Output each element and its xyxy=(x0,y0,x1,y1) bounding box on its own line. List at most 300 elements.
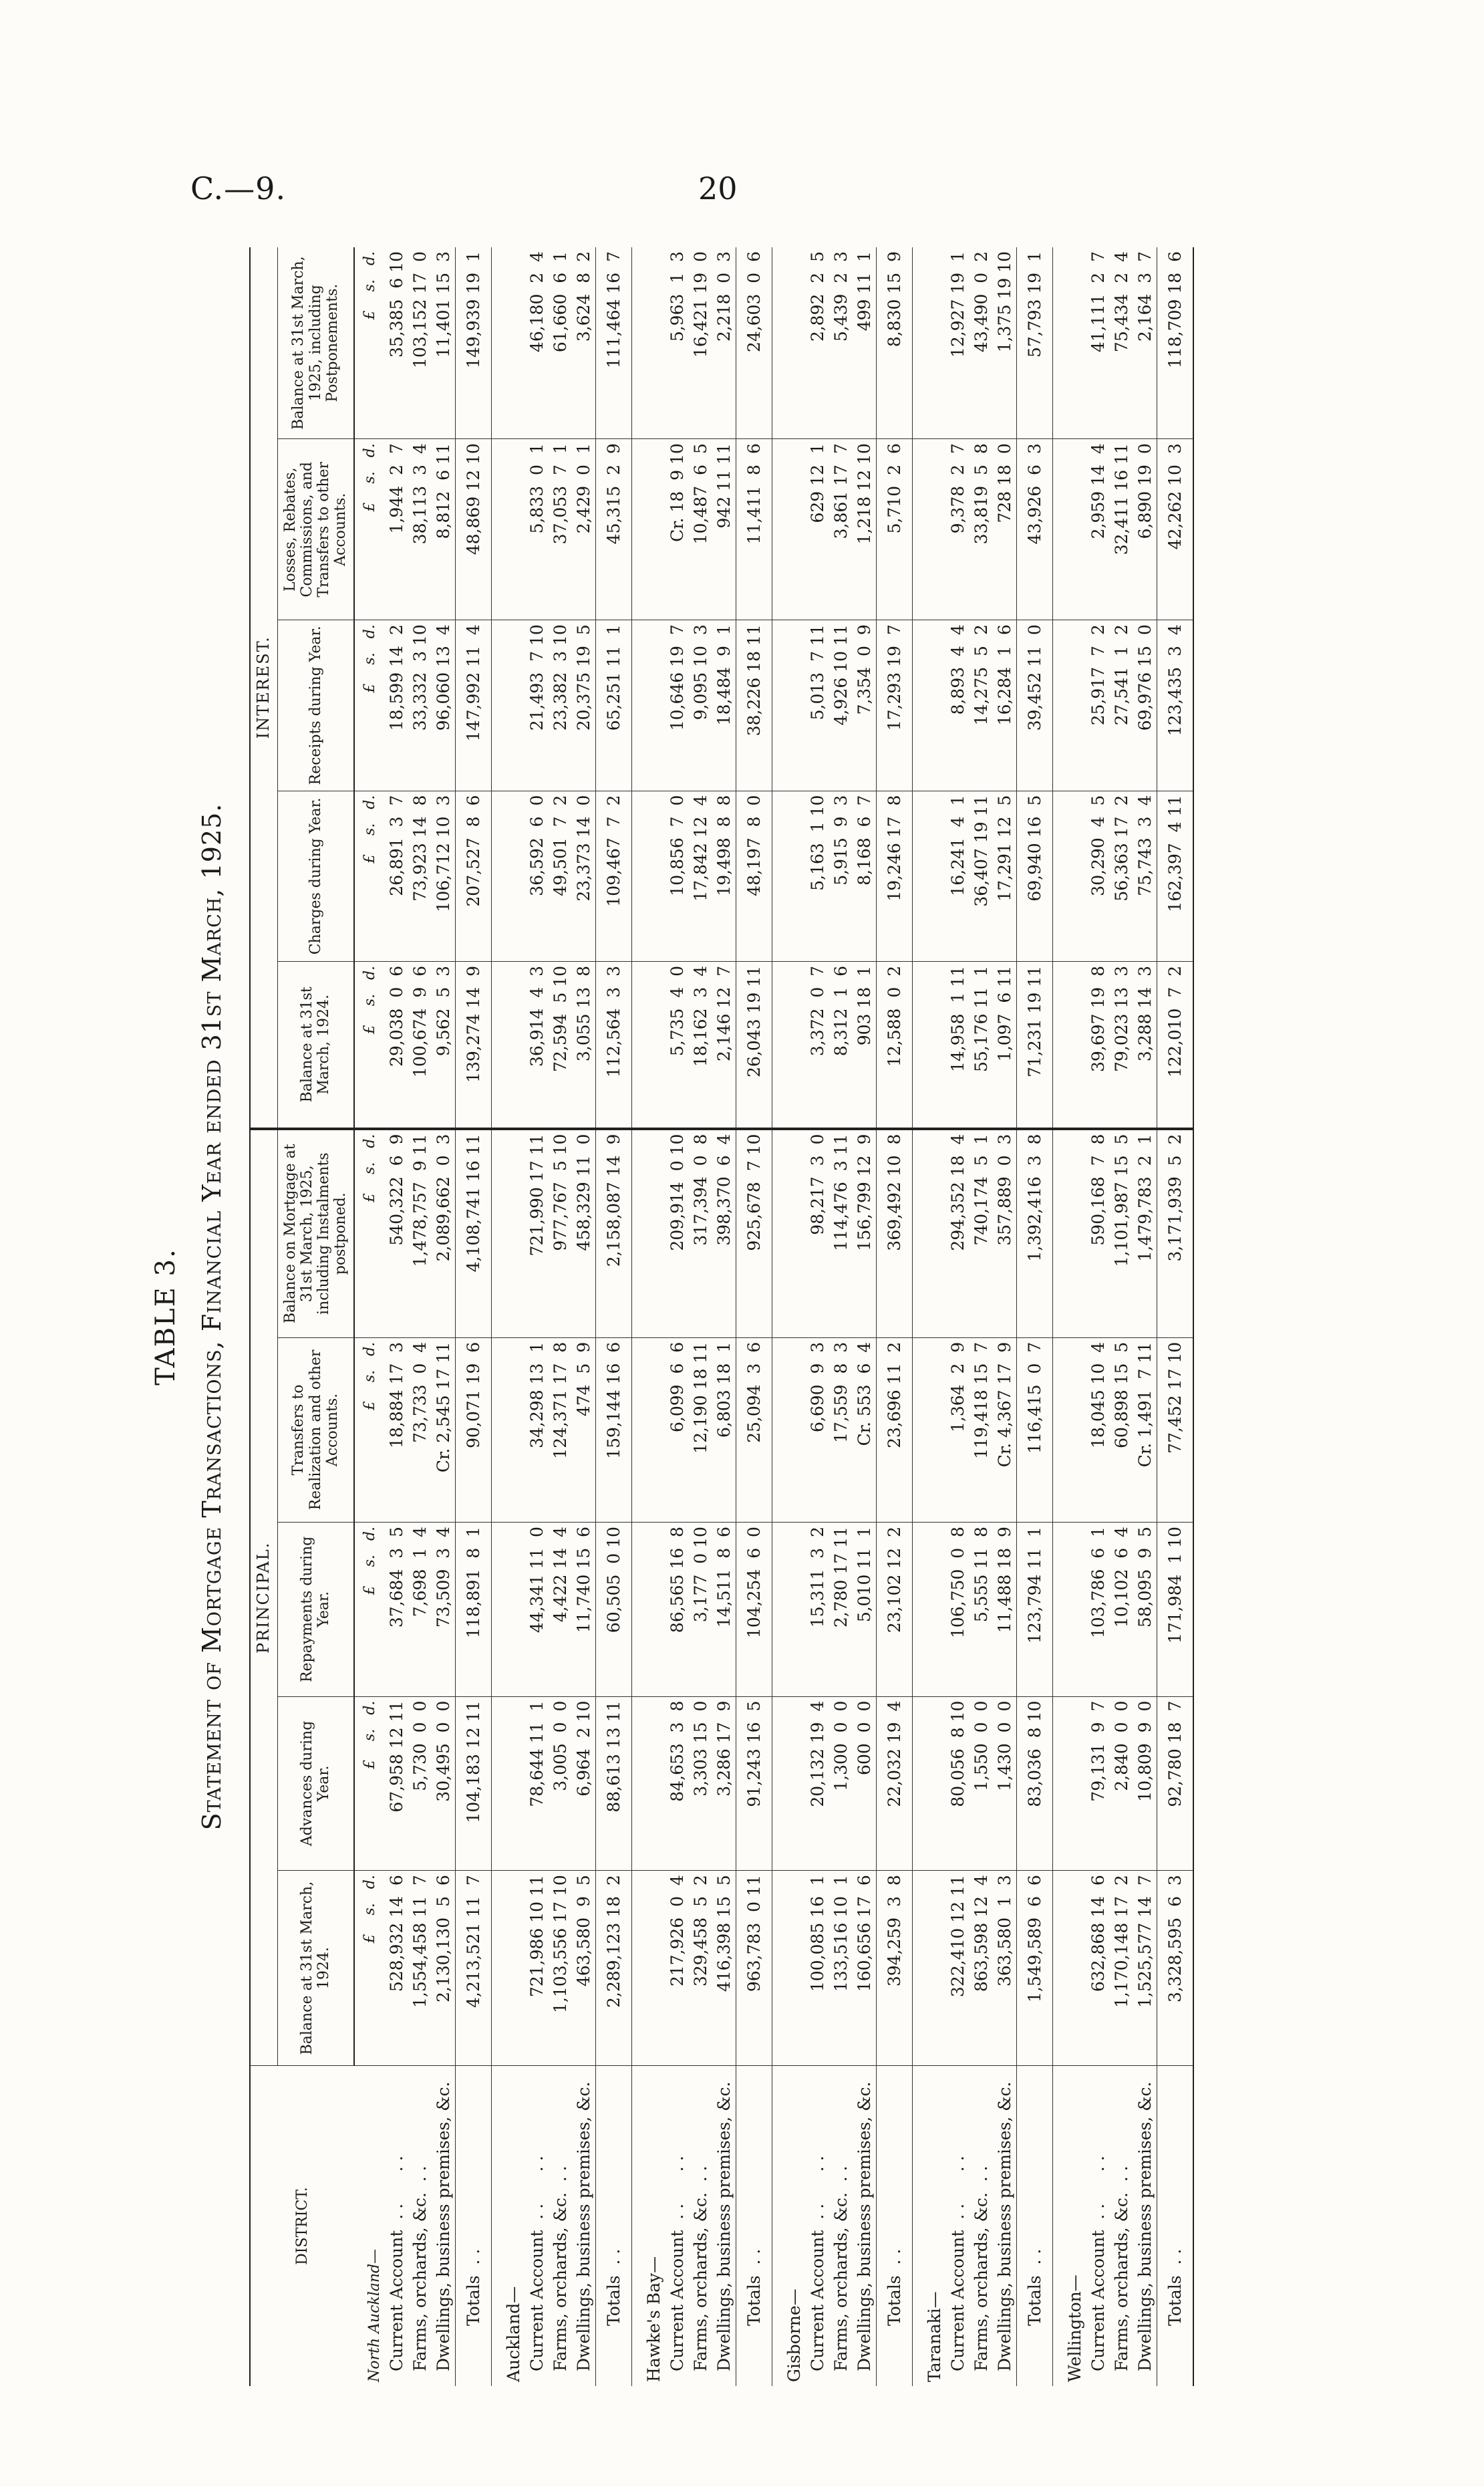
cell-amount: 394,259 3 8 xyxy=(876,1871,912,2066)
cell-amount: 17,293 19 7 xyxy=(876,620,912,791)
header-receipts: Receipts during Year. xyxy=(277,620,354,791)
totals-row xyxy=(736,247,772,2386)
cell-amount: 106,750 0 8 xyxy=(946,1523,970,1697)
cell-amount: 80,056 8 10 xyxy=(946,1696,970,1871)
cell-amount: 4,213,521 11 7 xyxy=(455,1871,491,2066)
row-label: Dwellings, business premises, &c. xyxy=(714,2081,734,2371)
table-row xyxy=(525,247,549,2386)
cell-amount: 124,371 17 8 xyxy=(549,1337,572,1522)
cell-amount: 728 18 0 xyxy=(993,439,1017,620)
cell-amount: 79,131 9 7 xyxy=(1086,1696,1110,1871)
cell-amount: 9,562 5 3 xyxy=(432,961,456,1128)
cell-amount: 77,452 17 10 xyxy=(1157,1337,1193,1522)
header-principal-balance-1924: Balance at 31st March, 1924. xyxy=(277,1871,354,2066)
cell-amount: 18,045 10 4 xyxy=(1086,1337,1110,1522)
cell-amount: 294,352 18 4 xyxy=(946,1129,970,1338)
cell-amount: 363,580 1 3 xyxy=(993,1871,1017,2066)
header-interest-balance-1924: Balance at 31st March, 1924. xyxy=(277,961,354,1128)
row-label: Current Account xyxy=(386,2230,406,2371)
cell-amount: 91,243 16 5 xyxy=(736,1696,772,1871)
cell-amount: 5,730 0 0 xyxy=(408,1696,432,1871)
table-label: TABLE 3. xyxy=(150,1248,181,1386)
cell-amount: 329,458 5 2 xyxy=(689,1871,712,2066)
leader-dots: . . xyxy=(410,2166,430,2193)
cell-amount: 942 11 11 xyxy=(712,439,736,620)
cell-amount: 6,964 2 10 xyxy=(572,1696,596,1871)
cell-amount: 357,889 0 3 xyxy=(993,1129,1017,1338)
cell-amount: 4,422 14 4 xyxy=(549,1523,572,1697)
cell-amount: 100,085 16 1 xyxy=(806,1871,829,2066)
row-label: Dwellings, business premises, &c. xyxy=(994,2081,1014,2371)
cell-amount: 16,421 19 0 xyxy=(690,251,710,358)
cell-amount: 19,498 8 8 xyxy=(712,791,736,961)
cell-amount: 118,709 18 6 xyxy=(1157,247,1193,439)
cell-amount: 2,130,130 5 6 xyxy=(432,1871,456,2066)
cell-amount: 159,144 16 6 xyxy=(595,1337,631,1522)
cell-amount: 133,516 10 1 xyxy=(829,1871,853,2066)
totals-row xyxy=(876,247,912,2386)
district-heading-row xyxy=(631,247,665,2386)
cell-amount: 5,963 1 3 xyxy=(667,251,687,342)
units-label: £ s. d. xyxy=(354,1696,385,1871)
cell-amount: 416,398 15 5 xyxy=(712,1871,736,2066)
cell-amount: 10,487 6 5 xyxy=(689,439,712,620)
cell-amount: 84,653 3 8 xyxy=(665,1696,689,1871)
cell-amount: 10,856 7 0 xyxy=(665,791,689,961)
cell-amount: 5,915 9 3 xyxy=(829,791,853,961)
cell-amount: 458,329 11 0 xyxy=(572,1129,596,1338)
cell-amount: 25,094 3 6 xyxy=(736,1337,772,1522)
cell-amount: 8,168 6 7 xyxy=(853,791,877,961)
units-label: £ s. d. xyxy=(354,961,385,1128)
row-label: Farms, orchards, &c. xyxy=(550,2192,570,2371)
cell-amount: 12,927 19 1 xyxy=(947,251,968,358)
cell-amount: 1,103,556 17 10 xyxy=(549,1871,572,2066)
header-repayments: Repayments during Year. xyxy=(277,1523,354,1697)
row-label: Dwellings, business premises, &c. xyxy=(433,2081,453,2371)
cell-amount: 30,495 0 0 xyxy=(432,1696,456,1871)
units-label: £ s. d. xyxy=(354,439,385,620)
table-row xyxy=(1110,247,1133,2386)
cell-amount: 3,005 0 0 xyxy=(549,1696,572,1871)
cell-amount: 20,132 19 4 xyxy=(806,1696,829,1871)
cell-amount: 119,418 15 7 xyxy=(970,1337,993,1522)
district-heading-row xyxy=(491,247,525,2386)
cell-amount: 2,218 0 3 xyxy=(714,251,734,342)
cell-amount: 42,262 10 3 xyxy=(1157,439,1193,620)
cell-amount: 6,099 6 6 xyxy=(665,1337,689,1522)
cell-amount: 8,830 15 9 xyxy=(876,247,912,439)
cell-amount: 160,656 17 6 xyxy=(853,1871,877,2066)
cell-amount: 1,392,416 3 8 xyxy=(1016,1129,1052,1338)
cell-amount: 1,097 6 11 xyxy=(993,961,1017,1128)
cell-amount: 36,407 19 11 xyxy=(970,791,993,961)
leader-dots: . . xyxy=(744,2248,764,2276)
cell-amount: 528,932 14 6 xyxy=(385,1871,408,2066)
cell-amount: 2,892 2 5 xyxy=(807,251,827,342)
cell-amount: 37,053 7 1 xyxy=(549,439,572,620)
row-label: Totals xyxy=(463,2275,483,2326)
table-row xyxy=(993,247,1017,2386)
table-row xyxy=(689,247,712,2386)
cell-amount: 78,644 11 1 xyxy=(525,1696,549,1871)
cell-amount: 38,226 18 11 xyxy=(736,620,772,791)
cell-amount: 57,793 19 1 xyxy=(1016,247,1052,439)
cell-amount: 2,089,662 0 3 xyxy=(432,1129,456,1338)
cell-amount: 632,868 14 6 xyxy=(1086,1871,1110,2066)
cell-amount: 2,146 12 7 xyxy=(712,961,736,1128)
cell-amount: 114,476 3 11 xyxy=(829,1129,853,1338)
cell-amount: 36,592 6 0 xyxy=(525,791,549,961)
leader-dots: . . . . xyxy=(947,2155,968,2230)
cell-amount: 1,430 0 0 xyxy=(993,1696,1017,1871)
row-label: Taranaki— xyxy=(924,2291,944,2382)
header-principal-group: PRINCIPAL. xyxy=(250,1129,277,2066)
cell-amount: 23,382 3 10 xyxy=(549,620,572,791)
cell-amount: 112,564 3 3 xyxy=(595,961,631,1128)
row-label: Current Account xyxy=(807,2230,827,2371)
cell-amount: 60,898 15 5 xyxy=(1110,1337,1133,1522)
table-row xyxy=(1086,247,1110,2386)
cell-amount: 79,023 13 3 xyxy=(1110,961,1133,1128)
cell-amount: 33,819 5 8 xyxy=(970,439,993,620)
cell-amount: 8,893 4 4 xyxy=(946,620,970,791)
leader-dots: . . xyxy=(550,2166,570,2193)
cell-amount: 171,984 1 10 xyxy=(1157,1523,1193,1697)
cell-amount: 2,158,087 14 9 xyxy=(595,1129,631,1338)
totals-row xyxy=(1016,247,1052,2386)
row-label: Hawke's Bay— xyxy=(643,2256,663,2382)
cell-amount: 1,170,148 17 2 xyxy=(1110,1871,1133,2066)
cell-amount: 14,511 8 6 xyxy=(712,1523,736,1697)
cell-amount: 463,580 9 5 xyxy=(572,1871,596,2066)
cell-amount: 2,289,123 18 2 xyxy=(595,1871,631,2066)
cell-amount: 24,603 0 6 xyxy=(736,247,772,439)
cell-amount: 43,926 6 3 xyxy=(1016,439,1052,620)
cell-amount: 5,833 0 1 xyxy=(525,439,549,620)
cell-amount: 2,164 3 7 xyxy=(1135,251,1155,342)
cell-amount: 1,300 0 0 xyxy=(829,1696,853,1871)
cell-amount: 3,288 14 3 xyxy=(1133,961,1157,1128)
cell-amount: 5,013 7 11 xyxy=(806,620,829,791)
cell-amount: 5,710 2 6 xyxy=(876,439,912,620)
row-label: Gisborne— xyxy=(784,2288,804,2382)
totals-row xyxy=(455,247,491,2386)
cell-amount: 20,375 19 5 xyxy=(572,620,596,791)
leader-dots: . . . . xyxy=(386,2155,406,2230)
rotated-table-region xyxy=(150,247,1373,2386)
cell-amount: 16,284 1 6 xyxy=(993,620,1017,791)
cell-amount: 58,095 9 5 xyxy=(1133,1523,1157,1697)
cell-amount: 2,840 0 0 xyxy=(1110,1696,1133,1871)
cell-amount: 12,588 0 2 xyxy=(876,961,912,1128)
table-row xyxy=(1133,247,1157,2386)
cell-amount: 56,363 17 2 xyxy=(1110,791,1133,961)
cell-amount: 23,102 12 2 xyxy=(876,1523,912,1697)
cell-amount: 43,490 0 2 xyxy=(971,251,991,353)
cell-amount: 721,990 17 11 xyxy=(525,1129,549,1338)
cell-amount: 3,055 13 8 xyxy=(572,961,596,1128)
cell-amount: 122,010 7 2 xyxy=(1157,961,1193,1128)
cell-amount: 111,464 16 7 xyxy=(595,247,631,439)
cell-amount: 3,861 17 7 xyxy=(829,439,853,620)
cell-amount: 6,803 18 1 xyxy=(712,1337,736,1522)
cell-amount: 209,914 0 10 xyxy=(665,1129,689,1338)
cell-amount: 5,439 2 3 xyxy=(831,251,851,342)
cell-amount: 156,799 12 9 xyxy=(853,1129,877,1338)
table-row xyxy=(806,247,829,2386)
cell-amount: 11,411 8 6 xyxy=(736,439,772,620)
row-label: Dwellings, business premises, &c. xyxy=(573,2081,593,2371)
cell-amount: 17,559 8 3 xyxy=(829,1337,853,1522)
page-reference: C.—9. xyxy=(190,170,287,207)
cell-amount: 41,111 2 7 xyxy=(1088,251,1108,353)
cell-amount: 369,492 10 8 xyxy=(876,1129,912,1338)
cell-amount: 5,163 1 10 xyxy=(806,791,829,961)
cell-amount: 83,036 8 10 xyxy=(1016,1696,1052,1871)
row-label: North Auckland— xyxy=(365,2248,383,2382)
leader-dots: . . . . xyxy=(1088,2155,1108,2230)
cell-amount: 48,197 8 0 xyxy=(736,791,772,961)
cell-amount: Cr. 4,367 17 9 xyxy=(993,1337,1017,1522)
units-label: £ s. d. xyxy=(354,791,385,961)
header-interest-balance-1925: Balance at 31st March, 1925, including Postponements. xyxy=(277,247,354,439)
leader-dots: . . xyxy=(831,2166,851,2193)
row-label: Current Account xyxy=(527,2230,547,2371)
cell-amount: 5,555 11 8 xyxy=(970,1523,993,1697)
district-heading-row xyxy=(354,247,385,2386)
cell-amount: 72,594 5 10 xyxy=(549,961,572,1128)
row-label: Totals xyxy=(744,2275,764,2326)
cell-amount: 3,328,595 6 3 xyxy=(1157,1871,1193,2066)
cell-amount: 3,303 15 0 xyxy=(689,1696,712,1871)
cell-amount: 12,190 18 11 xyxy=(689,1337,712,1522)
cell-amount: 8,312 1 6 xyxy=(829,961,853,1128)
cell-amount: 11,740 15 6 xyxy=(572,1523,596,1697)
cell-amount: 29,038 0 6 xyxy=(385,961,408,1128)
cell-amount: 139,274 14 9 xyxy=(455,961,491,1128)
cell-amount: 26,043 19 11 xyxy=(736,961,772,1128)
table-row xyxy=(970,247,993,2386)
row-label: Totals xyxy=(884,2275,904,2326)
table-row xyxy=(665,247,689,2386)
header-principal-balance-1925: Balance on Mortgage at 31st March, 1925, including Instalments postponed. xyxy=(277,1129,354,1338)
cell-amount: 1,478,757 9 11 xyxy=(408,1129,432,1338)
row-label: Current Account xyxy=(1088,2230,1108,2371)
cell-amount: 322,410 12 11 xyxy=(946,1871,970,2066)
cell-amount: 963,783 0 11 xyxy=(736,1871,772,2066)
district-heading-row xyxy=(772,247,806,2386)
cell-amount: 398,370 6 4 xyxy=(712,1129,736,1338)
mortgage-transactions-table xyxy=(249,247,1194,2386)
cell-amount: 5,735 4 0 xyxy=(665,961,689,1128)
cell-amount: 1,554,458 11 7 xyxy=(408,1871,432,2066)
cell-amount: 86,565 16 8 xyxy=(665,1523,689,1697)
cell-amount: 71,231 19 11 xyxy=(1016,961,1052,1128)
table-row xyxy=(829,247,853,2386)
row-label: Farms, orchards, &c. xyxy=(1111,2192,1131,2371)
cell-amount: 23,373 14 0 xyxy=(572,791,596,961)
table-row xyxy=(712,247,736,2386)
row-label: Totals xyxy=(1165,2275,1185,2326)
leader-dots: . . xyxy=(463,2248,483,2276)
row-label: Farms, orchards, &c. xyxy=(971,2192,991,2371)
cell-amount: 3,286 17 9 xyxy=(712,1696,736,1871)
units-label: £ s. d. xyxy=(354,1871,385,2066)
cell-amount: 30,290 4 5 xyxy=(1086,791,1110,961)
cell-amount: 34,298 13 1 xyxy=(525,1337,549,1522)
cell-amount: 903 18 1 xyxy=(853,961,877,1128)
totals-row xyxy=(595,247,631,2386)
cell-amount: Cr. 18 9 10 xyxy=(665,439,689,620)
cell-amount: 73,923 14 8 xyxy=(408,791,432,961)
units-label: £ s. d. xyxy=(354,620,385,791)
cell-amount: 26,891 3 7 xyxy=(385,791,408,961)
cell-amount: 1,550 0 0 xyxy=(970,1696,993,1871)
cell-amount: 104,183 12 11 xyxy=(455,1696,491,1871)
cell-amount: 600 0 0 xyxy=(853,1696,877,1871)
leader-dots: . . . . xyxy=(667,2155,687,2230)
cell-amount: 69,976 15 0 xyxy=(1133,620,1157,791)
cell-amount: 162,397 4 11 xyxy=(1157,791,1193,961)
cell-amount: 103,786 6 1 xyxy=(1086,1523,1110,1697)
cell-amount: 2,780 17 11 xyxy=(829,1523,853,1697)
table-row xyxy=(549,247,572,2386)
leader-dots: . . xyxy=(971,2166,991,2193)
cell-amount: 499 11 1 xyxy=(854,251,874,332)
cell-amount: 27,541 1 2 xyxy=(1110,620,1133,791)
cell-amount: 10,646 19 7 xyxy=(665,620,689,791)
cell-amount: 474 5 9 xyxy=(572,1337,596,1522)
cell-amount: 7,698 1 4 xyxy=(408,1523,432,1697)
cell-amount: 1,479,783 2 1 xyxy=(1133,1129,1157,1338)
cell-amount: 75,743 3 4 xyxy=(1133,791,1157,961)
header-transfers: Transfers to Realization and other Accounts. xyxy=(277,1337,354,1522)
cell-amount: 1,375 19 10 xyxy=(994,251,1014,353)
cell-amount: 96,060 13 4 xyxy=(432,620,456,791)
cell-amount: 118,891 8 1 xyxy=(455,1523,491,1697)
cell-amount: 106,712 10 3 xyxy=(432,791,456,961)
leader-dots: . . xyxy=(603,2248,623,2276)
leader-dots: . . xyxy=(1024,2248,1044,2276)
cell-amount: 109,467 7 2 xyxy=(595,791,631,961)
cell-amount: Cr. 1,491 7 11 xyxy=(1133,1337,1157,1522)
table-title: Statement of Mortgage Transactions, Financial Year ended 31st March, 1925. xyxy=(197,803,227,1831)
row-label: Totals xyxy=(603,2275,623,2326)
units-label: £ s. d. xyxy=(354,1129,385,1338)
cell-amount: 73,733 0 4 xyxy=(408,1337,432,1522)
cell-amount: 16,241 4 1 xyxy=(946,791,970,961)
cell-amount: 21,493 7 10 xyxy=(525,620,549,791)
cell-amount: 18,162 3 4 xyxy=(689,961,712,1128)
cell-amount: 3,171,939 5 2 xyxy=(1157,1129,1193,1338)
totals-row xyxy=(1157,247,1193,2386)
cell-amount: 1,101,987 15 5 xyxy=(1110,1129,1133,1338)
cell-amount: 49,501 7 2 xyxy=(549,791,572,961)
cell-amount: 103,152 17 0 xyxy=(410,251,430,368)
units-label: £ s. d. xyxy=(354,1523,385,1697)
leader-dots: . . . . xyxy=(527,2155,547,2230)
cell-amount: 4,108,741 16 11 xyxy=(455,1129,491,1338)
cell-amount: 60,505 0 10 xyxy=(595,1523,631,1697)
cell-amount: 36,914 4 3 xyxy=(525,961,549,1128)
cell-amount: 37,684 3 5 xyxy=(385,1523,408,1697)
cell-amount: 540,322 6 9 xyxy=(385,1129,408,1338)
cell-amount: 2,429 0 1 xyxy=(572,439,596,620)
header-charges: Charges during Year. xyxy=(277,791,354,961)
table-row xyxy=(385,247,408,2386)
cell-amount: 5,010 11 1 xyxy=(853,1523,877,1697)
cell-amount: 18,599 14 2 xyxy=(385,620,408,791)
row-label: Current Account xyxy=(947,2230,968,2371)
cell-amount: 44,341 11 0 xyxy=(525,1523,549,1697)
cell-amount: 32,411 16 11 xyxy=(1110,439,1133,620)
cell-amount: Cr. 553 6 4 xyxy=(853,1337,877,1522)
cell-amount: 925,678 7 10 xyxy=(736,1129,772,1338)
cell-amount: 11,488 18 9 xyxy=(993,1523,1017,1697)
cell-amount: 100,674 9 6 xyxy=(408,961,432,1128)
cell-amount: 317,394 0 8 xyxy=(689,1129,712,1338)
cell-amount: 39,697 19 8 xyxy=(1086,961,1110,1128)
page-number: 20 xyxy=(698,170,738,207)
cell-amount: 90,071 19 6 xyxy=(455,1337,491,1522)
row-label: Current Account xyxy=(667,2230,687,2371)
header-district: DISTRICT. xyxy=(250,2066,354,2386)
leader-dots: . . xyxy=(690,2166,710,2193)
cell-amount: 9,095 10 3 xyxy=(689,620,712,791)
cell-amount: 18,884 17 3 xyxy=(385,1337,408,1522)
row-label: Farms, orchards, &c. xyxy=(690,2192,710,2371)
cell-amount: 17,842 12 4 xyxy=(689,791,712,961)
cell-amount: 9,378 2 7 xyxy=(946,439,970,620)
cell-amount: 104,254 6 0 xyxy=(736,1523,772,1697)
cell-amount: 3,372 0 7 xyxy=(806,961,829,1128)
district-heading-row xyxy=(1052,247,1086,2386)
cell-amount: 1,218 12 10 xyxy=(853,439,877,620)
cell-amount: 98,217 3 0 xyxy=(806,1129,829,1338)
cell-amount: 18,484 9 1 xyxy=(712,620,736,791)
header-losses: Losses, Rebates, Commissions, and Transfers to other Accounts. xyxy=(277,439,354,620)
cell-amount: 3,177 0 10 xyxy=(689,1523,712,1697)
table-row xyxy=(946,247,970,2386)
row-label: Farms, orchards, &c. xyxy=(831,2192,851,2371)
cell-amount: 2,959 14 4 xyxy=(1086,439,1110,620)
cell-amount: 590,168 7 8 xyxy=(1086,1129,1110,1338)
leader-dots: . . xyxy=(884,2248,904,2276)
cell-amount: 23,696 11 2 xyxy=(876,1337,912,1522)
row-label: Farms, orchards, &c. xyxy=(410,2192,430,2371)
leader-dots: . . xyxy=(1111,2166,1131,2193)
leader-dots: . . . . xyxy=(807,2155,827,2230)
cell-amount: 65,251 11 1 xyxy=(595,620,631,791)
cell-amount: 69,940 16 5 xyxy=(1016,791,1052,961)
cell-amount: 1,525,577 14 7 xyxy=(1133,1871,1157,2066)
cell-amount: 10,102 6 4 xyxy=(1110,1523,1133,1697)
header-interest-group: INTEREST. xyxy=(250,247,277,1129)
leader-dots: . . xyxy=(1165,2248,1185,2276)
units-label: £ s. d. xyxy=(354,1337,385,1522)
row-label: Dwellings, business premises, &c. xyxy=(1135,2081,1155,2371)
cell-amount: 149,939 19 1 xyxy=(455,247,491,439)
table-row xyxy=(572,247,596,2386)
cell-amount: 1,549,589 6 6 xyxy=(1016,1871,1052,2066)
row-label: Wellington— xyxy=(1064,2274,1084,2382)
cell-amount: 207,527 8 6 xyxy=(455,791,491,961)
cell-amount: 1,944 2 7 xyxy=(385,439,408,620)
cell-amount: 721,986 10 11 xyxy=(525,1871,549,2066)
cell-amount: 629 12 1 xyxy=(806,439,829,620)
cell-amount: 123,794 11 1 xyxy=(1016,1523,1052,1697)
